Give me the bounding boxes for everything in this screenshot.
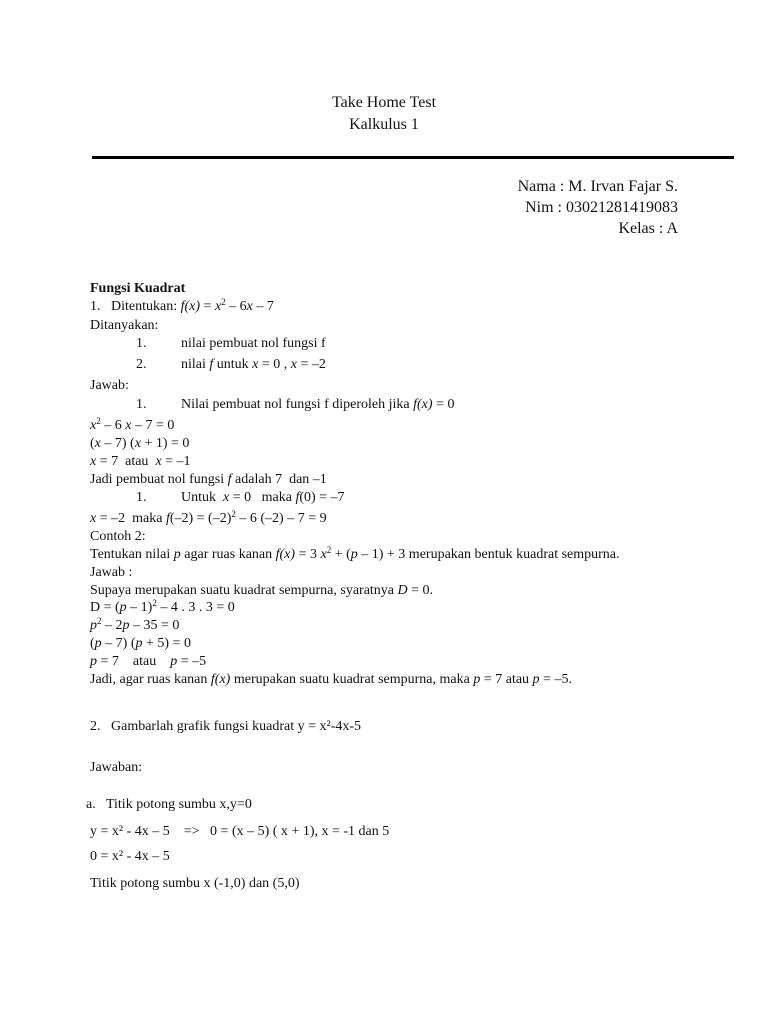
jawab-label: Jawab: bbox=[90, 378, 129, 393]
question-2: 2. Gambarlah grafik fungsi kuadrat y = x²-4x-5 bbox=[90, 719, 362, 734]
step-1: $x^2 - 6$ x – 7 = 0 bbox=[90, 416, 175, 433]
answer-2-number: 1. bbox=[136, 490, 147, 505]
answer-3: x = –2 maka $f(-2) = (-2)^2 - 6$ (–2) – 7 = 9 bbox=[90, 509, 327, 526]
student-nim: Nim : 03021281419083 bbox=[525, 199, 678, 216]
contoh-2-conclusion: Jadi, agar ruas kanan f(x) merupakan suatu kuadrat sempurna, maka p = 7 atau p = –5. bbox=[90, 672, 572, 687]
student-name: Nama : M. Irvan Fajar S. bbox=[517, 178, 678, 195]
student-class: Kelas : A bbox=[618, 220, 678, 237]
contoh-2-line-5: p = 7 atau p = –5 bbox=[90, 654, 207, 669]
contoh-2-line-2: D = (p – 1)$^2$ – 4 . 3 . 3 = 0 bbox=[90, 598, 235, 615]
ditanyakan-label: Ditanyakan: bbox=[90, 318, 159, 333]
ask-1-number: 1. bbox=[136, 336, 147, 351]
ask-2-text: nilai f untuk x = 0 , x = –2 bbox=[181, 357, 326, 372]
equation-1: y = x² - 4x – 5 => 0 = (x – 5) ( x + 1), x = -1 dan 5 bbox=[90, 824, 390, 839]
question-1: 1. Ditentukan: $f(x) = x^2 - 6x - 7$ bbox=[90, 297, 274, 314]
step-3: x = 7 atau x = –1 bbox=[90, 454, 191, 469]
contoh-2-question: Tentukan nilai p agar ruas kanan f(x) = 3 $x^2 + (p - 1) + 3$ merupakan bentuk kuadrat sempurna. bbox=[90, 545, 620, 562]
jawaban-label: Jawaban: bbox=[90, 760, 143, 775]
answer-1-number: 1. bbox=[136, 397, 147, 412]
point-a: a. Titik potong sumbu x,y=0 bbox=[86, 797, 252, 812]
doc-title: Take Home Test bbox=[331, 94, 437, 111]
ask-1-text: nilai pembuat nol fungsi f bbox=[181, 336, 326, 351]
section-heading: Fungsi Kuadrat bbox=[90, 281, 186, 296]
contoh-2-line-4: (p – 7) (p + 5) = 0 bbox=[90, 636, 191, 651]
doc-subtitle: Kalkulus 1 bbox=[349, 116, 419, 133]
conclusion-1: Jadi pembuat nol fungsi f adalah 7 dan –1 bbox=[90, 472, 327, 487]
answer-1-text: Nilai pembuat nol fungsi f diperoleh jika f(x) = 0 bbox=[181, 397, 455, 412]
answer-2-text: Untuk x = 0 maka f(0) = –7 bbox=[181, 490, 345, 505]
contoh-2-line-1: Supaya merupakan suatu kuadrat sempurna, syaratnya D = 0. bbox=[90, 583, 434, 598]
contoh-2-heading: Contoh 2: bbox=[90, 529, 146, 544]
result-line: Titik potong sumbu x (-1,0) dan (5,0) bbox=[90, 876, 300, 891]
equation-2: 0 = x² - 4x – 5 bbox=[90, 849, 170, 864]
step-2: (x – 7) (x + 1) = 0 bbox=[90, 436, 190, 451]
ask-2-number: 2. bbox=[136, 357, 147, 372]
contoh-2-line-3: $p^2 - 2p - 35 = 0$ bbox=[90, 616, 180, 633]
header-divider bbox=[92, 156, 734, 159]
contoh-2-jawab: Jawab : bbox=[90, 565, 133, 580]
